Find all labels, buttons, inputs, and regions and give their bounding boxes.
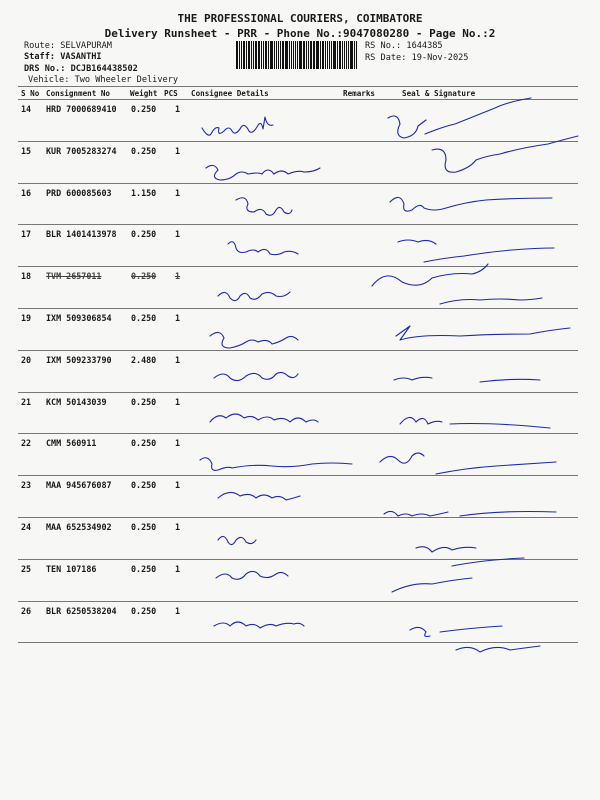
table-top-rule [18,86,578,87]
row-sno: 20 [21,354,32,365]
row-pcs: 1 [175,187,181,198]
row-sno: 21 [21,396,32,407]
row-consignment-no: BLR 6250538204 [46,605,117,616]
row-weight: 0.250 [131,480,157,491]
col-header-consignee: Consignee Details [191,89,269,98]
row-pcs: 1 [175,396,181,407]
col-header-seal: Seal & Signature [402,89,476,98]
row-weight: 0.250 [131,563,157,574]
row-divider [18,601,578,602]
barcode-image [236,41,358,69]
row-consignment-no: PRD 600085603 [46,187,112,198]
row-divider [18,183,578,184]
row-consignment-no: KCM 50143039 [46,396,107,407]
row-pcs: 1 [175,563,181,574]
row-pcs: 1 [175,145,181,156]
row-weight: 0.250 [131,438,157,449]
row-consignment-no: KUR 7005283274 [46,145,117,156]
rs-date: RS Date: 19-Nov-2025 [365,53,469,63]
row-consignment-no: CMM 560911 [46,438,97,449]
row-sno: 22 [21,438,32,449]
row-weight: 0.250 [131,145,157,156]
row-pcs: 1 [175,480,181,491]
row-consignment-no: HRD 7000689410 [46,104,117,114]
col-header-sno: S No [21,89,40,98]
row-consignment-no: TEN 107186 [46,563,97,574]
row-weight: 0.250 [131,522,157,532]
row-weight: 0.250 [131,396,157,407]
row-divider [18,433,578,434]
row-sno: 15 [21,145,32,156]
row-weight: 2.480 [131,354,157,365]
row-pcs: 1 [175,104,181,114]
row-consignment-no: MAA 945676087 [46,480,112,491]
row-sno: 23 [21,480,32,491]
row-pcs: 1 [175,605,181,616]
row-consignment-no: TVM 2657011 [46,271,102,282]
row-divider [18,559,578,560]
row-sno: 19 [21,313,32,323]
row-consignment-no: IXM 509233790 [46,354,112,365]
row-weight: 0.250 [131,605,157,616]
row-divider [18,517,578,518]
row-sno: 25 [21,563,32,574]
row-pcs: 1 [175,354,181,365]
row-sno: 18 [21,271,32,282]
col-header-weight: Weight [130,89,158,98]
row-weight: 1.150 [131,187,157,198]
row-weight: 0.250 [131,104,157,114]
row-divider [18,642,578,643]
row-consignment-no: BLR 1401413978 [46,229,117,240]
row-pcs: 1 [175,271,181,282]
col-header-consignment: Consignment No [46,89,111,98]
row-divider [18,224,578,225]
vehicle-label: Vehicle: Two Wheeler Delivery [28,75,179,85]
row-divider [18,392,578,393]
row-divider [18,141,578,142]
col-header-remarks: Remarks [343,89,376,98]
row-sno: 26 [21,605,32,616]
route-label: Route: SELVAPURAM [24,41,112,51]
rs-number: RS No.: 1644385 [365,41,443,51]
row-sno: 16 [21,187,32,198]
drs-number: DRS No.: DCJB164438502 [24,64,138,74]
row-pcs: 1 [175,229,181,240]
row-pcs: 1 [175,522,181,532]
row-weight: 0.250 [131,229,157,240]
row-consignment-no: MAA 652534902 [46,522,112,532]
row-consignment-no: IXM 509306854 [46,313,112,323]
row-sno: 14 [21,104,32,114]
company-title: THE PROFESSIONAL COURIERS, COIMBATORE [177,12,423,25]
row-divider [18,266,578,267]
row-divider [18,350,578,351]
row-divider [18,308,578,309]
row-weight: 0.250 [131,313,157,323]
staff-label: Staff: VASANTHI [24,52,102,62]
row-weight: 0.250 [131,271,157,282]
col-header-pcs: PCS [164,89,178,98]
row-pcs: 1 [175,313,181,323]
runsheet-subtitle: Delivery Runsheet - PRR - Phone No.:9047080280 - Page No.:2 [104,27,496,40]
row-divider [18,475,578,476]
table-header-rule [18,99,578,100]
row-pcs: 1 [175,438,181,449]
row-sno: 24 [21,522,32,532]
row-sno: 17 [21,229,32,240]
